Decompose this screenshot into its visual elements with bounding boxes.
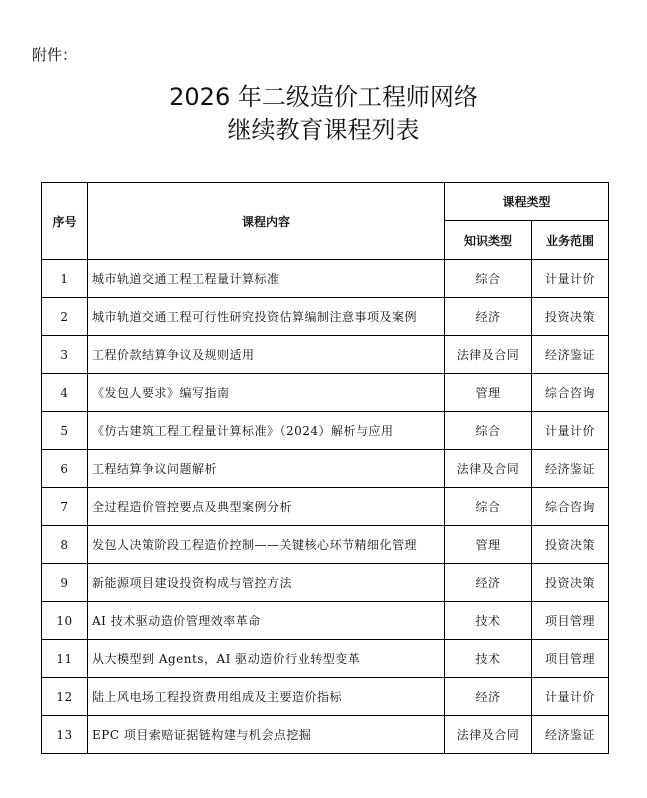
row-knowledge-type: 综合 xyxy=(445,260,532,298)
row-business-scope: 投资决策 xyxy=(532,564,609,602)
row-knowledge-type: 经济 xyxy=(445,298,532,336)
row-course-content: 《仿古建筑工程工程量计算标准》（2024）解析与应用 xyxy=(88,412,445,450)
table-row xyxy=(42,336,609,374)
table-row xyxy=(42,640,609,678)
row-number: 6 xyxy=(42,450,88,488)
row-business-scope: 项目管理 xyxy=(532,602,609,640)
row-knowledge-type: 经济 xyxy=(445,678,532,716)
row-business-scope: 综合咨询 xyxy=(532,374,609,412)
table-row xyxy=(42,716,609,754)
row-course-content: 城市轨道交通工程可行性研究投资估算编制注意事项及案例 xyxy=(88,298,445,336)
row-business-scope: 经济鉴证 xyxy=(532,336,609,374)
row-business-scope: 经济鉴证 xyxy=(532,716,609,754)
row-knowledge-type: 技术 xyxy=(445,640,532,678)
row-number: 2 xyxy=(42,298,88,336)
row-number: 3 xyxy=(42,336,88,374)
table-row xyxy=(42,450,609,488)
row-business-scope: 经济鉴证 xyxy=(532,450,609,488)
row-knowledge-type: 技术 xyxy=(445,602,532,640)
row-knowledge-type: 管理 xyxy=(445,526,532,564)
row-knowledge-type: 法律及合同 xyxy=(445,336,532,374)
table-row xyxy=(42,298,609,336)
table-row xyxy=(42,678,609,716)
row-knowledge-type: 综合 xyxy=(445,412,532,450)
row-number: 4 xyxy=(42,374,88,412)
table-row xyxy=(42,374,609,412)
row-course-content: EPC 项目索赔证据链构建与机会点挖掘 xyxy=(88,716,445,754)
row-course-content: 全过程造价管控要点及典型案例分析 xyxy=(88,488,445,526)
row-course-content: 从大模型到 Agents，AI 驱动造价行业转型变革 xyxy=(88,640,445,678)
header-business-scope: 业务范围 xyxy=(532,221,609,260)
row-number: 5 xyxy=(42,412,88,450)
row-course-content: 发包人决策阶段工程造价控制——关键核心环节精细化管理 xyxy=(88,526,445,564)
row-knowledge-type: 综合 xyxy=(445,488,532,526)
row-course-content: 工程价款结算争议及规则适用 xyxy=(88,336,445,374)
row-business-scope: 综合咨询 xyxy=(532,488,609,526)
row-number: 13 xyxy=(42,716,88,754)
row-number: 9 xyxy=(42,564,88,602)
row-number: 8 xyxy=(42,526,88,564)
row-course-content: 工程结算争议问题解析 xyxy=(88,450,445,488)
row-course-content: AI 技术驱动造价管理效率革命 xyxy=(88,602,445,640)
header-category-group: 课程类型 xyxy=(445,183,609,221)
row-course-content: 新能源项目建设投资构成与管控方法 xyxy=(88,564,445,602)
table-row xyxy=(42,412,609,450)
row-business-scope: 投资决策 xyxy=(532,298,609,336)
row-knowledge-type: 法律及合同 xyxy=(445,716,532,754)
row-number: 10 xyxy=(42,602,88,640)
row-number: 12 xyxy=(42,678,88,716)
row-number: 1 xyxy=(42,260,88,298)
row-knowledge-type: 管理 xyxy=(445,374,532,412)
table-body xyxy=(42,260,609,754)
row-business-scope: 计量计价 xyxy=(532,678,609,716)
header-knowledge-type: 知识类型 xyxy=(445,221,532,260)
row-business-scope: 项目管理 xyxy=(532,640,609,678)
row-course-content: 城市轨道交通工程工程量计算标准 xyxy=(88,260,445,298)
table-row xyxy=(42,602,609,640)
document-title-line-2: 继续教育课程列表 xyxy=(227,116,420,144)
document-title-line-1: 2026 年二级造价工程师网络 xyxy=(169,83,478,111)
row-business-scope: 计量计价 xyxy=(532,412,609,450)
header-row xyxy=(42,183,609,221)
course-table xyxy=(41,182,609,754)
row-course-content: 陆上风电场工程投资费用组成及主要造价指标 xyxy=(88,678,445,716)
table-row xyxy=(42,526,609,564)
row-course-content: 《发包人要求》编写指南 xyxy=(88,374,445,412)
row-business-scope: 投资决策 xyxy=(532,526,609,564)
header-content: 课程内容 xyxy=(88,183,445,260)
attachment-label: 附件： xyxy=(32,46,78,64)
table-row xyxy=(42,564,609,602)
row-knowledge-type: 经济 xyxy=(445,564,532,602)
table-row xyxy=(42,488,609,526)
row-business-scope: 计量计价 xyxy=(532,260,609,298)
table-row xyxy=(42,260,609,298)
row-number: 7 xyxy=(42,488,88,526)
row-number: 11 xyxy=(42,640,88,678)
row-knowledge-type: 法律及合同 xyxy=(445,450,532,488)
header-index: 序号 xyxy=(42,183,88,260)
